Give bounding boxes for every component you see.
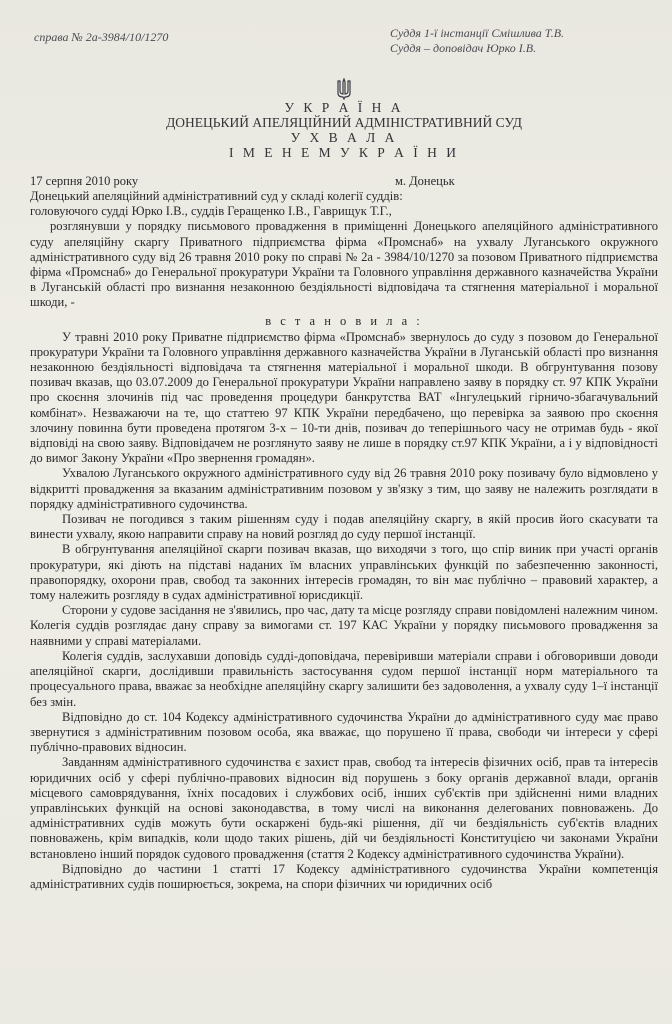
title-doc-type: У Х В А Л А (290, 130, 398, 145)
trident-emblem-icon (337, 78, 351, 100)
document-body (30, 189, 658, 892)
paragraph-appeal: Позивач не погодився з таким рішенням суду і подав апеляційну скаргу, в якій просив його скасувати та винести ухвалу, якою направити справу на новий розгляд до суду першої інстанції. (30, 512, 658, 542)
date-line (30, 174, 658, 189)
document-header (30, 26, 658, 78)
document-city: м. Донецьк (395, 174, 455, 188)
judge-first-instance: Суддя 1-ї інстанції Смішлива Т.В. (390, 26, 565, 40)
established-heading: в с т а н о в и л а : (265, 313, 423, 328)
title-court: ДОНЕЦЬКИЙ АПЕЛЯЦІЙНИЙ АДМІНІСТРАТИВНИЙ СУД (166, 115, 522, 130)
paragraph-panel-decision: Колегія суддів, заслухавши доповідь судді-доповідача, перевіривши матеріали справи і обговоривши доводи апеляційної скарги, дослідивши правильність застосування судом першої інстанції норм матеріального та процесуального права, вважає за необхідне апеляційну скаргу залишити без задоволення, а ухвалу суду 1–ї інстанції без змін. (30, 648, 658, 709)
title-country: У К Р А Ї Н А (284, 100, 404, 115)
paragraph-task: Завданням адміністративного судочинства є захист прав, свобод та інтересів фізичних осіб, прав та інтересів юридичних осіб у сфері публічно-правових відносин від порушень з боку органів державної влади, органів місцевого самоврядування, їхніх посадових і службових осіб, інших суб'єктів при здійсненні ними владних управлінських функцій на основі законодавства, в тому числі на виконання делегованих повноважень. До адміністративних судів можуть бути оскаржені будь-які рішення, дії чи бездіяльність суб'єктів владних повноважень, крім випадків, коли щодо таких рішень, дій чи бездіяльності Конституцією чи законами України встановлено інший порядок судового провадження (стаття 2 Кодексу адміністративного судочинства України). (30, 755, 658, 861)
paragraph-ruling: Ухвалою Луганського окружного адміністративного суду від 26 травня 2010 року позивачу було відмовлено у відкритті провадження за вказаним адміністративним позовом у зв'язку з тим, що заяву не належить розглядати в порядку адміністративного судочинства. (30, 466, 658, 511)
judge-rapporteur: Суддя – доповідач Юрко І.В. (390, 41, 537, 55)
paragraph-article-17: Відповідно до частини 1 статті 17 Кодексу адміністративного судочинства України компетенція адміністративних судів поширюється, зокрема, на спори фізичних чи юридичних осіб (30, 861, 658, 891)
paragraph-facts: У травні 2010 року Приватне підприємство фірма «Промснаб» звернулось до суду з позовом до Генеральної прокуратури України та Головного управління державного казначейства України в Луганській області про визнання незаконною бездіяльності відповідача та стягнення матеріальної і моральної шкоди. В обгрунтування позову позивач вказав, що 03.07.2009 до Генеральної прокуратури України направлено заяву в порядку ст. 97 КПК України про скоєння злочинів під час проведення процедури банкрутства ВАТ «Інгулецький гірничо-збагачувальний комбінат». Незважаючи на те, що статтею 97 КПК України передбачено, що перевірка за заявою про скоєння злочину повинна бути проведена протягом 3-х – 10-ти днів, позивач до теперішнього часу не отримав будь - якої відповіді на свою заяву. Відповідачем не розглянуто заяву не лише в порядку ст.97 КПК України, а і у відповідності до вимог Закону України «Про звернення громадян». (30, 329, 658, 466)
case-number: справа № 2а-3984/10/1270 (34, 30, 169, 44)
document-date: 17 серпня 2010 року (30, 174, 139, 188)
paragraph-having-considered: розглянувши у порядку письмового провадження в приміщенні Донецького апеляційного адміністративного суду апеляційну скаргу Приватного підприємства фірма «Промснаб» на ухвалу Луганського окружного адміністративного суду від 26 травня 2010 року по справі № 2а - 3984/10/1270 за позовом Приватного підприємства фірма «Промснаб» до Генеральної прокуратури України та Головного управління державного казначейства України в Луганській області про визнання незаконною бездіяльності відповідача та стягнення матеріальної і моральної шкоди, - (30, 219, 658, 310)
title-in-name-of: І М Е Н Е М У К Р А Ї Н И (228, 145, 460, 160)
paragraph-composition: Донецький апеляційний адміністративний суд у складі колегії суддів: (30, 189, 403, 203)
paragraph-appeal-grounds: В обгрунтування апеляційної скарги позивач вказав, що виходячи з того, що спір виник при участі органів прокуратури, які діють на підставі наданих їм власних управлінських функцій по забезпеченню законності, правопорядку, охорони прав, свобод та законних інтересів громадян, то він має публічно – правовий характер, а тому належить розгляду в судах адміністративної юрисдикції. (30, 542, 658, 603)
paragraph-parties: Сторони у судове засідання не з'явились, про час, дату та місце розгляду справи повідомлені належним чином. Колегія суддів розглядає дану справу за вимогами ст. 197 КАС України у порядку письмового провадження за наявними у справі матеріалами. (30, 603, 658, 648)
document-title (30, 100, 658, 160)
paragraph-judges: головуючого судді Юрко І.В., суддів Геращенко І.В., Гаврищук Т.Г., (30, 204, 392, 219)
paragraph-article-104: Відповідно до ст. 104 Кодексу адміністративного судочинства України до адміністративного суду має право звернутися з адміністративним позовом особа, яка вважає, що порушено її права, свободи чи інтереси у сфері публічно-правових відносин. (30, 709, 658, 755)
judges-block (390, 26, 564, 56)
